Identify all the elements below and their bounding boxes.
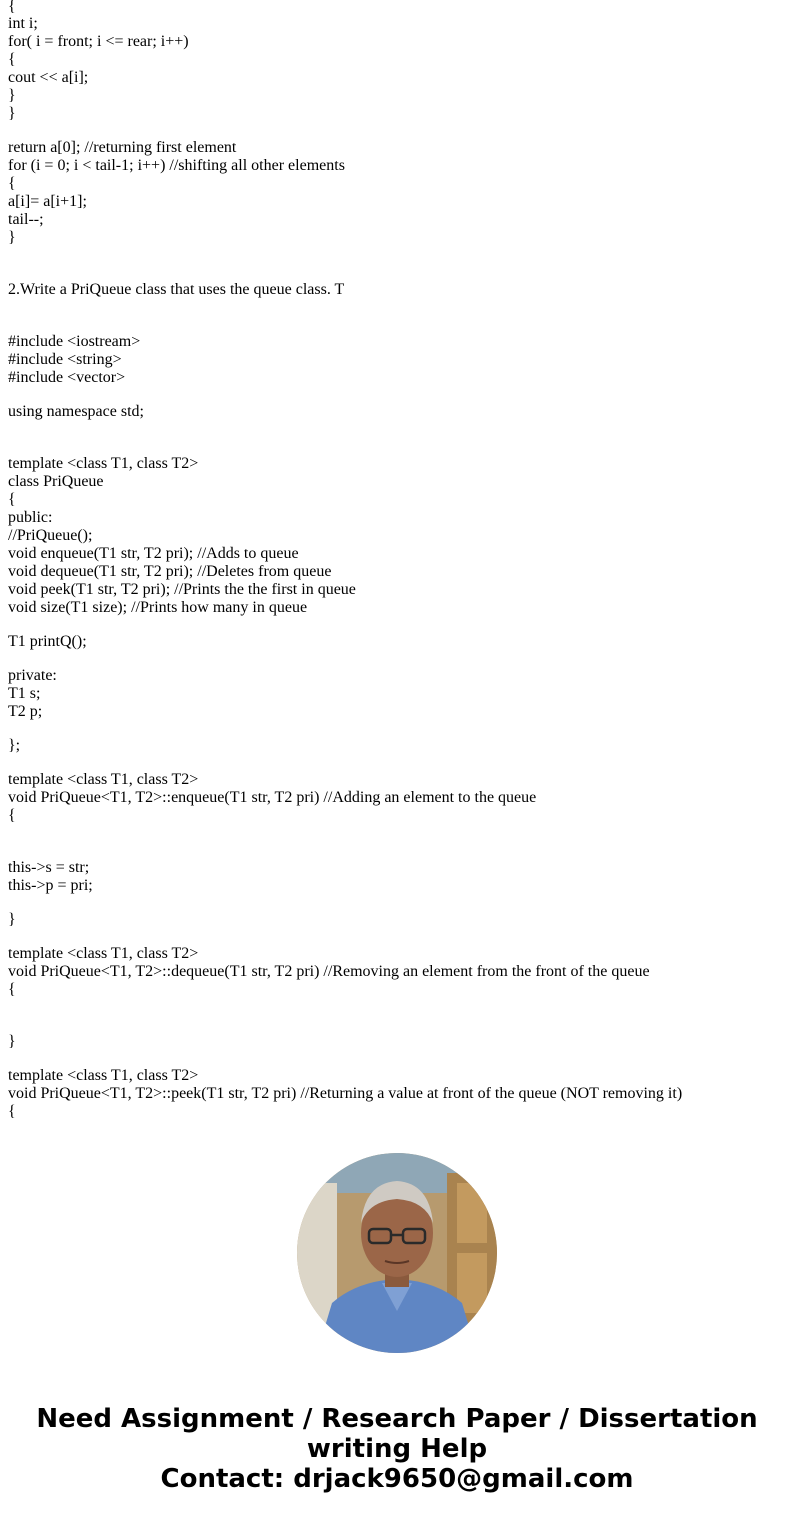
code-line: void dequeue(T1 str, T2 pri); //Deletes from queue xyxy=(8,563,332,580)
code-line: this->p = pri; xyxy=(8,877,93,894)
code-line: { xyxy=(8,0,16,15)
code-line: template <class T1, class T2> xyxy=(8,771,199,788)
code-line: return a[0]; //returning first element xyxy=(8,139,237,156)
code-line: template <class T1, class T2> xyxy=(8,945,199,962)
code-line: int i; xyxy=(8,15,38,32)
promo-line-1: Need Assignment / Research Paper / Dissertation xyxy=(36,1404,758,1434)
code-line: #include <vector> xyxy=(8,369,126,386)
code-line: void PriQueue<T1, T2>::enqueue(T1 str, T2 pri) //Adding an element to the queue xyxy=(8,789,537,806)
code-line: tail--; xyxy=(8,211,44,228)
code-line: T1 printQ(); xyxy=(8,633,87,650)
code-line: cout << a[i]; xyxy=(8,69,89,86)
code-line: T1 s; xyxy=(8,685,41,702)
code-line: } xyxy=(8,1033,16,1050)
code-line: }; xyxy=(8,737,21,754)
code-line: void PriQueue<T1, T2>::peek(T1 str, T2 pri) //Returning a value at front of the queue (NOT removing it) xyxy=(8,1085,683,1102)
avatar xyxy=(297,1153,497,1353)
code-line: void PriQueue<T1, T2>::dequeue(T1 str, T2 pri) //Removing an element from the front of the queue xyxy=(8,963,650,980)
code-line: a[i]= a[i+1]; xyxy=(8,193,87,210)
code-line: //PriQueue(); xyxy=(8,527,93,544)
code-line: { xyxy=(8,807,16,824)
code-line: for (i = 0; i < tail-1; i++) //shifting all other elements xyxy=(8,157,345,174)
code-line: for( i = front; i <= rear; i++) xyxy=(8,33,189,50)
code-line: #include <string> xyxy=(8,351,122,368)
question-heading: 2.Write a PriQueue class that uses the queue class. T xyxy=(8,281,345,298)
code-line: void peek(T1 str, T2 pri); //Prints the the first in queue xyxy=(8,581,356,598)
code-line: private: xyxy=(8,667,57,684)
code-line: } xyxy=(8,911,16,928)
code-line: #include <iostream> xyxy=(8,333,141,350)
code-line: { xyxy=(8,1103,16,1120)
code-line: using namespace std; xyxy=(8,403,144,420)
code-line: class PriQueue xyxy=(8,473,104,490)
code-line: void size(T1 size); //Prints how many in queue xyxy=(8,599,308,616)
code-line: { xyxy=(8,175,16,192)
code-line: } xyxy=(8,229,16,246)
code-line: } xyxy=(8,105,16,122)
promo-contact-email[interactable]: Contact: drjack9650@gmail.com xyxy=(160,1464,634,1494)
person-portrait-photo xyxy=(297,1153,497,1353)
code-line: public: xyxy=(8,509,53,526)
promo-line-2: writing Help xyxy=(306,1434,488,1464)
code-line: { xyxy=(8,491,16,508)
code-line: } xyxy=(8,87,16,104)
code-line: template <class T1, class T2> xyxy=(8,1067,199,1084)
code-line: T2 p; xyxy=(8,703,43,720)
code-line: this->s = str; xyxy=(8,859,90,876)
code-line: { xyxy=(8,981,16,998)
code-line: void enqueue(T1 str, T2 pri); //Adds to queue xyxy=(8,545,299,562)
code-line: template <class T1, class T2> xyxy=(8,455,199,472)
code-line: { xyxy=(8,51,16,68)
